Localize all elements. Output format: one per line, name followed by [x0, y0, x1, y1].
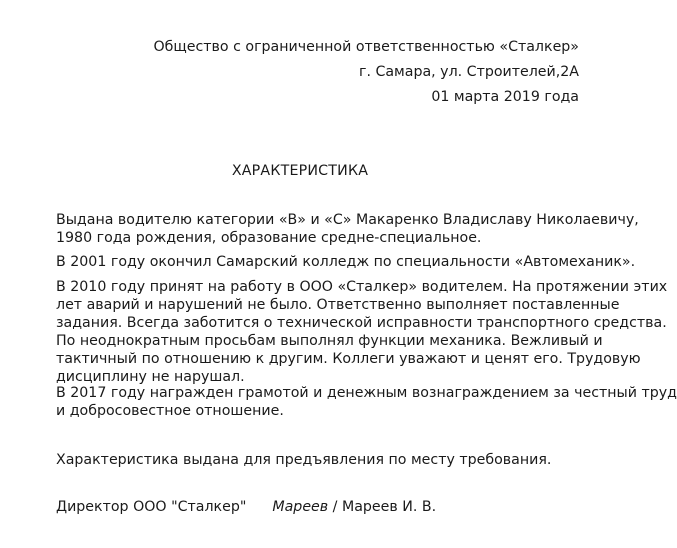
paragraph-line: В 2017 году награжден грамотой и денежным вознаграждением за честный труд [56, 385, 677, 401]
header-date: 01 марта 2019 года [431, 89, 579, 105]
header-organization: Общество с ограниченной ответственностью «Сталкер» [153, 39, 579, 55]
paragraph-line: 1980 года рождения, образование средне-специальное. [56, 230, 482, 246]
paragraph-line: лет аварий и нарушений не было. Ответственно выполняет поставленные [56, 297, 620, 313]
signer-name: Мареев И. В. [341, 499, 437, 515]
handwritten-signature: Мареев [272, 499, 329, 515]
paragraph-line: В 2010 году принят на работу в ООО «Сталкер» водителем. На протяжении этих [56, 279, 668, 295]
paragraph-employment [56, 278, 668, 386]
closing-statement: Характеристика выдана для предъявления по месту требования. [56, 452, 552, 468]
paragraph-line: тактичный по отношению к другим. Коллеги уважают и ценят его. Трудовую [56, 351, 641, 367]
document-title: ХАРАКТЕРИСТИКА [231, 163, 369, 179]
paragraph-line: По неоднократным просьбам выполнял функции механика. Вежливый и [56, 333, 603, 349]
paragraph-line: дисциплину не нарушал. [56, 369, 245, 385]
paragraph-line: Выдана водителю категории «В» и «С» Макаренко Владиславу Николаевичу, [56, 212, 639, 228]
paragraph-education [56, 253, 636, 271]
paragraph-line: В 2001 году окончил Самарский колледж по специальности «Автомеханик». [56, 254, 636, 270]
paragraph-award [56, 384, 677, 420]
paragraph-line: задания. Всегда заботится о технической исправности транспортного средства. [56, 315, 667, 331]
header-address: г. Самара, ул. Строителей,2А [358, 64, 579, 80]
signature-block [56, 498, 436, 516]
signature-separator: / [328, 499, 342, 515]
signer-position: Директор ООО "Сталкер" [56, 499, 247, 515]
paragraph-line: и добросовестное отношение. [56, 403, 284, 419]
paragraph-issued [56, 211, 639, 247]
